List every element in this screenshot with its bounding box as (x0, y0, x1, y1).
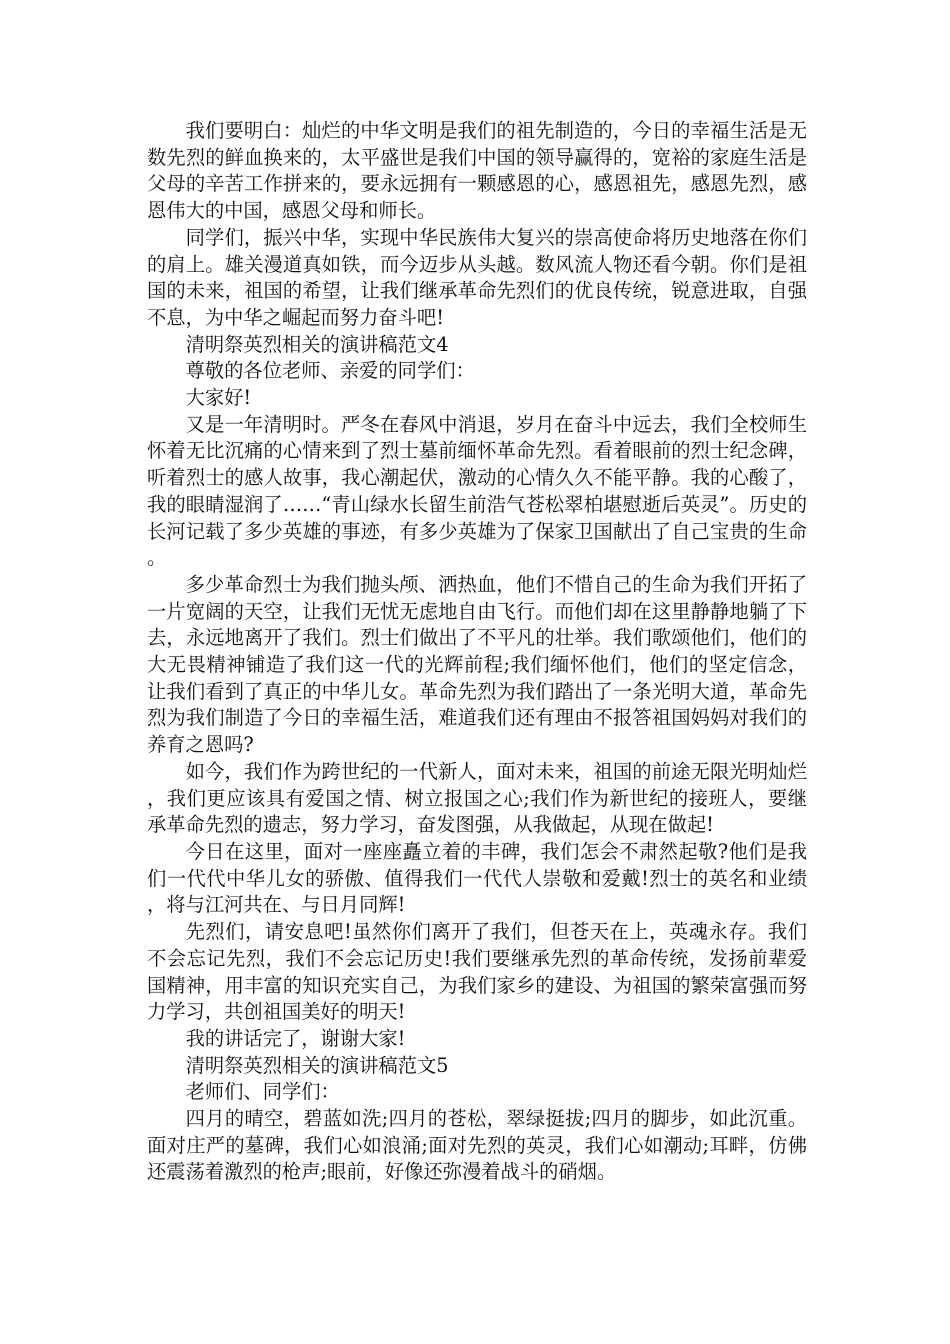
salutation: 尊敬的各位老师、亲爱的同学们： (185, 359, 475, 383)
paragraph: 四月的晴空，碧蓝如洗;四月的苍松，翠绿挺拔;四月的脚步，如此沉重。面对庄严的墓碑，我们心如浪涌;面对先烈的英灵，我们心如潮动;耳畔，仿佛还震荡着激烈的枪声;眼前，好像还弥漫着战斗的硝烟。 (147, 1107, 807, 1184)
salutation: 老师们、同学们： (185, 1080, 340, 1104)
document-page (147, 118, 807, 1186)
greeting: 大家好! (185, 386, 252, 410)
section-heading: 清明祭英烈相关的演讲稿范文4 (185, 332, 449, 356)
section-heading: 清明祭英烈相关的演讲稿范文5 (185, 1053, 449, 1077)
paragraph: 今日在这里，面对一座座矗立着的丰碑，我们怎会不肃然起敬?他们是我们一代代中华儿女的骄傲、值得我们一代代人崇敬和爱戴!烈士的英名和业绩，将与江河共在、与日月同辉! (147, 839, 807, 917)
paragraph: 我们要明白：灿烂的中华文明是我们的祖先制造的，今日的幸福生活是无数先烈的鲜血换来的，太平盛世是我们中国的领导赢得的，宽裕的家庭生活是父母的辛苦工作拼来的，要永远拥有一颗感恩的心，感恩祖先，感恩先烈，感恩伟大的中国，感恩父母和师长。 (147, 119, 807, 223)
closing-line: 我的讲话完了，谢谢大家! (185, 1026, 406, 1050)
paragraph: 多少革命烈士为我们抛头颅、洒热血，他们不惜自己的生命为我们开拓了一片宽阔的天空，让我们无忧无虑地自由飞行。而他们却在这里静静地躺了下去，永远地离开了我们。烈士们做出了不平凡的壮举。我们歌颂他们，他们的大无畏精神铺造了我们这一代的光辉前程;我们缅怀他们，他们的坚定信念，让我们看到了真正的中华儿女。革命先烈为我们踏出了一条光明大道，革命先烈为我们制造了今日的幸福生活，难道我们还有理由不报答祖国妈妈对我们的养育之恩吗? (147, 572, 807, 757)
paragraph: 先烈们，请安息吧!虽然你们离开了我们，但苍天在上，英魂永存。我们不会忘记先烈，我们不会忘记历史!我们要继承先烈的革命传统，发扬前辈爱国精神，用丰富的知识充实自己，为我们家乡的建设、为祖国的繁荣富强而努力学习，共创祖国美好的明天! (147, 920, 807, 1024)
paragraph: 如今，我们作为跨世纪的一代新人，面对未来，祖国的前途无限光明灿烂，我们更应该具有爱国之情、树立报国之心;我们作为新世纪的接班人，要继承革命先烈的遗志，努力学习，奋发图强，从我做起，从现在做起! (147, 759, 807, 837)
paragraph: 同学们，振兴中华，实现中华民族伟大复兴的崇高使命将历史地落在你们的肩上。雄关漫道真如铁，而今迈步从头越。数风流人物还看今朝。你们是祖国的未来，祖国的希望，让我们继承革命先烈们的优良传统，锐意进取，自强不息，为中华之崛起而努力奋斗吧! (147, 225, 807, 329)
paragraph: 又是一年清明时。严冬在春风中消退，岁月在奋斗中远去，我们全校师生怀着无比沉痛的心情来到了烈士墓前缅怀革命先烈。看着眼前的烈士纪念碑，听着烈士的感人故事，我心潮起伏，激动的心情久久不能平静。我的心酸了，我的眼睛湿润了……“青山绿水长留生前浩气苍松翠柏堪慰逝后英灵”。历史的长河记载了多少英雄的事迹，有多少英雄为了保家卫国献出了自己宝贵的生命。 (147, 412, 807, 570)
